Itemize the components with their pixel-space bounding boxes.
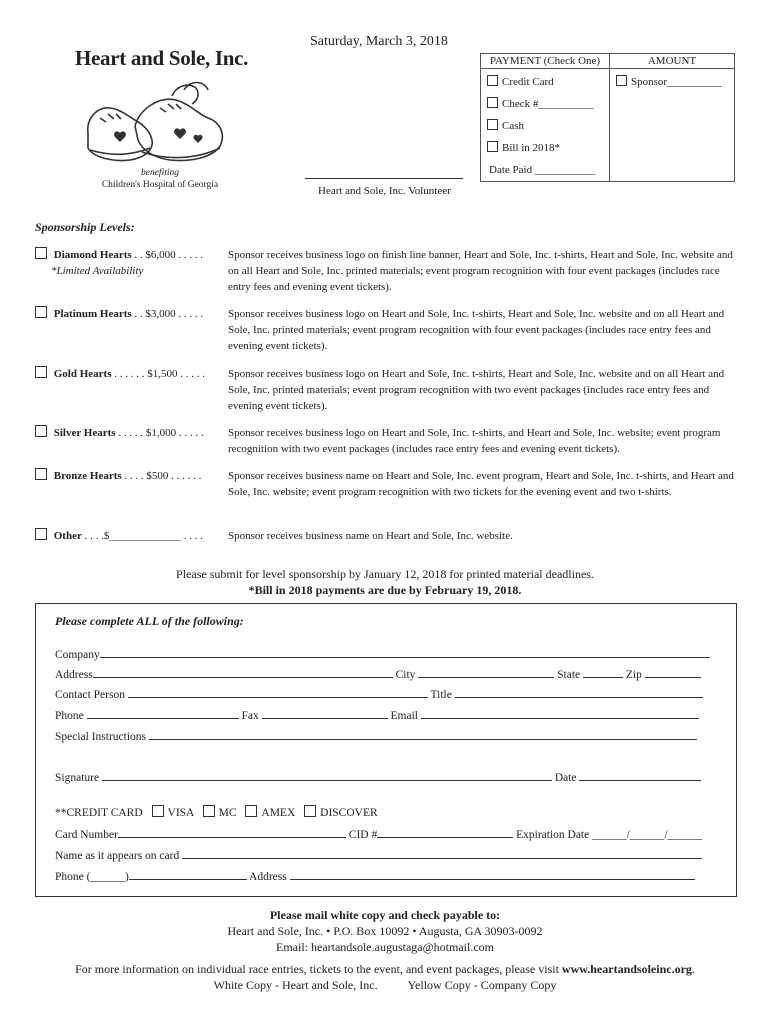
payment-table (480, 53, 735, 182)
mail-instructions (0, 907, 770, 955)
bill-due-line: *Bill in 2018 payments are due by February 19, 2018. (248, 583, 522, 597)
card-number-row: Card Number CID # Expiration Date ______/______/______ (55, 826, 715, 841)
contact-row: Contact Person Title (55, 686, 715, 701)
special-row: Special Instructions (55, 728, 715, 743)
payment-header: PAYMENT (Check One) (481, 54, 610, 69)
area-code-field[interactable]: (______) (86, 871, 129, 883)
checkbox-icon[interactable] (35, 247, 47, 259)
deadline-line: Please submit for level sponsorship by January 12, 2018 for printed material deadlines. (176, 567, 594, 581)
billing-phone-field[interactable] (129, 868, 247, 880)
beneficiary-name: Children's Hospital of Georgia (101, 180, 219, 190)
checkbox-discover[interactable] (304, 805, 316, 817)
name-on-card-row: Name as it appears on card (55, 847, 715, 862)
sponsor-amount-field[interactable]: Sponsor__________ (616, 71, 728, 93)
payment-option-check[interactable]: Check #__________ (487, 93, 603, 115)
phone-row: Phone Fax Email (55, 707, 715, 722)
fax-field[interactable] (262, 707, 388, 719)
date-paid-field[interactable]: Date Paid ___________ (489, 164, 596, 176)
payment-option-bill-2018[interactable]: Bill in 2018* (487, 137, 603, 159)
more-info-line: For more information on individual race entries, tickets to the event, and event packages, please visit www.heartandsoleinc.org. (75, 962, 695, 976)
mail-address: Heart and Sole, Inc. • P.O. Box 10092 • Augusta, GA 30903-0092 (227, 924, 543, 938)
sneakers-logo-icon (80, 78, 230, 173)
org-title: Heart and Sole, Inc. (75, 46, 249, 70)
name-on-card-field[interactable] (182, 847, 702, 859)
level-description: Sponsor receives business name on Heart and Sole, Inc. event program, Heart and Sole, Inc. t-shirts, and Heart and Sole, Inc. website; event program recognition with two tickets for the evening event and two t-shirts. (228, 470, 734, 498)
mail-email: Email: heartandsole.augustaga@hotmail.com (276, 940, 494, 954)
expiration-field[interactable]: ______/______/______ (592, 829, 703, 841)
level-description: Sponsor receives business name on Heart and Sole, Inc. website. (228, 530, 513, 542)
beneficiary-block (60, 167, 260, 191)
phone-field[interactable] (87, 707, 239, 719)
event-date: Saturday, March 3, 2018 (310, 34, 448, 49)
mail-heading: Please mail white copy and check payable to: (269, 908, 501, 922)
checkbox-amex[interactable] (245, 805, 257, 817)
credit-card-row: **CREDIT CARD VISA MC AMEX DISCOVER (55, 807, 378, 819)
checkbox-visa[interactable] (152, 805, 164, 817)
level-description: Sponsor receives business logo on Heart and Sole, Inc. t-shirts, and Heart and Sole, Inc. website; event program recognition with two event packages (includes race entry fees and evening event tickets). (228, 427, 721, 455)
volunteer-label: Heart and Sole, Inc. Volunteer (318, 185, 451, 197)
contact-person-field[interactable] (128, 686, 428, 698)
signature-field[interactable] (102, 769, 552, 781)
state-field[interactable] (583, 666, 623, 678)
checkbox-icon[interactable] (487, 119, 498, 130)
city-field[interactable] (418, 666, 554, 678)
checkbox-icon[interactable] (35, 425, 47, 437)
deadline-notice (0, 566, 770, 598)
cid-field[interactable] (377, 826, 513, 838)
date-field[interactable] (579, 769, 701, 781)
checkbox-icon[interactable] (35, 468, 47, 480)
special-instructions-field[interactable] (149, 728, 697, 740)
checkbox-icon[interactable] (487, 97, 498, 108)
level-description: Sponsor receives business logo on Heart and Sole, Inc. t-shirts, Heart and Sole, Inc. website and on all Heart and Sole, Inc. printed materials; event program recognition with two event packages (includes race entry fees and evening event tickets). (228, 368, 725, 412)
website-link[interactable]: www.heartandsoleinc.org (561, 962, 692, 976)
company-row: Company (55, 646, 715, 661)
checkbox-icon[interactable] (35, 366, 47, 378)
level-description: Sponsor receives business logo on finish line banner, Heart and Sole, Inc. t-shirts, Heart and Sole, Inc. website and on all Heart and Sole, Inc. printed materials; event program recognition with four event packages (includes race entry fees and evening event tickets). (228, 249, 733, 293)
checkbox-icon[interactable] (487, 75, 498, 86)
signature-row: Signature Date (55, 769, 715, 784)
benefiting-label: benefiting (141, 168, 179, 178)
address-field[interactable] (93, 666, 393, 678)
billing-address-field[interactable] (290, 868, 695, 880)
form-heading: Please complete ALL of the following: (55, 614, 244, 628)
level-platinum[interactable]: Platinum Hearts . . $3,000 . . . . . Sponsor receives business logo on Heart and Sole, Inc. t-shirts, Heart and Sole, Inc. website and on all Heart and Sole, Inc. printed materials; event program recognition with four event packages (includes race entry fees and evening event tickets). (35, 306, 740, 354)
checkbox-icon[interactable] (616, 75, 627, 86)
company-field[interactable] (100, 646, 710, 658)
title-field[interactable] (455, 686, 703, 698)
checkbox-icon[interactable] (35, 528, 47, 540)
billing-row: Phone (______) Address (55, 868, 715, 883)
footer (0, 961, 770, 993)
level-description: Sponsor receives business logo on Heart and Sole, Inc. t-shirts, Heart and Sole, Inc. website and on all Heart and Sole, Inc. printed materials; event program recognition with four event packages (includes race entry fees and evening event tickets). (228, 308, 725, 352)
zip-field[interactable] (645, 666, 701, 678)
checkbox-icon[interactable] (487, 141, 498, 152)
copy-legend: White Copy - Heart and Sole, Inc. Yellow Copy - Company Copy (213, 978, 557, 992)
level-gold[interactable]: Gold Hearts . . . . . . $1,500 . . . . . Sponsor receives business logo on Heart and Sole, Inc. t-shirts, Heart and Sole, Inc. website and on all Heart and Sole, Inc. printed materials; event program recognition with two event packages (includes race entry fees and evening event tickets). (35, 366, 740, 414)
level-other[interactable]: Other . . . .$_____________ . . . . Sponsor receives business name on Heart and Sole, Inc. website. (35, 528, 740, 544)
payment-option-cash[interactable]: Cash (487, 115, 603, 137)
checkbox-icon[interactable] (35, 306, 47, 318)
card-number-field[interactable] (118, 826, 346, 838)
level-bronze[interactable]: Bronze Hearts . . . . $500 . . . . . . Sponsor receives business name on Heart and Sole, Inc. event program, Heart and Sole, Inc. t-shirts, and Heart and Sole, Inc. website; event program recognition with two tickets for the evening event and two t-shirts. (35, 468, 740, 500)
checkbox-mc[interactable] (203, 805, 215, 817)
level-diamond[interactable]: Diamond Hearts . . $6,000 . . . . . *Limited Availability Sponsor receives business logo on finish line banner, Heart and Sole, Inc. t-shirts, Heart and Sole, Inc. website and on all Heart and Sole, Inc. printed materials; event program recognition with four event packages (includes race entry fees and evening event tickets). (35, 247, 740, 295)
level-silver[interactable]: Silver Hearts . . . . . $1,000 . . . . . Sponsor receives business logo on Heart and Sole, Inc. t-shirts, and Heart and Sole, Inc. website; event program recognition with two event packages (includes race entry fees and evening event tickets). (35, 425, 740, 457)
amount-header: AMOUNT (610, 54, 735, 69)
address-row: Address City State Zip (55, 666, 715, 681)
volunteer-signature-line[interactable] (305, 178, 463, 179)
limited-availability-note: *Limited Availability (51, 265, 144, 277)
email-field[interactable] (421, 707, 699, 719)
sponsorship-heading: Sponsorship Levels: (35, 220, 135, 234)
payment-option-credit-card[interactable]: Credit Card (487, 71, 603, 93)
